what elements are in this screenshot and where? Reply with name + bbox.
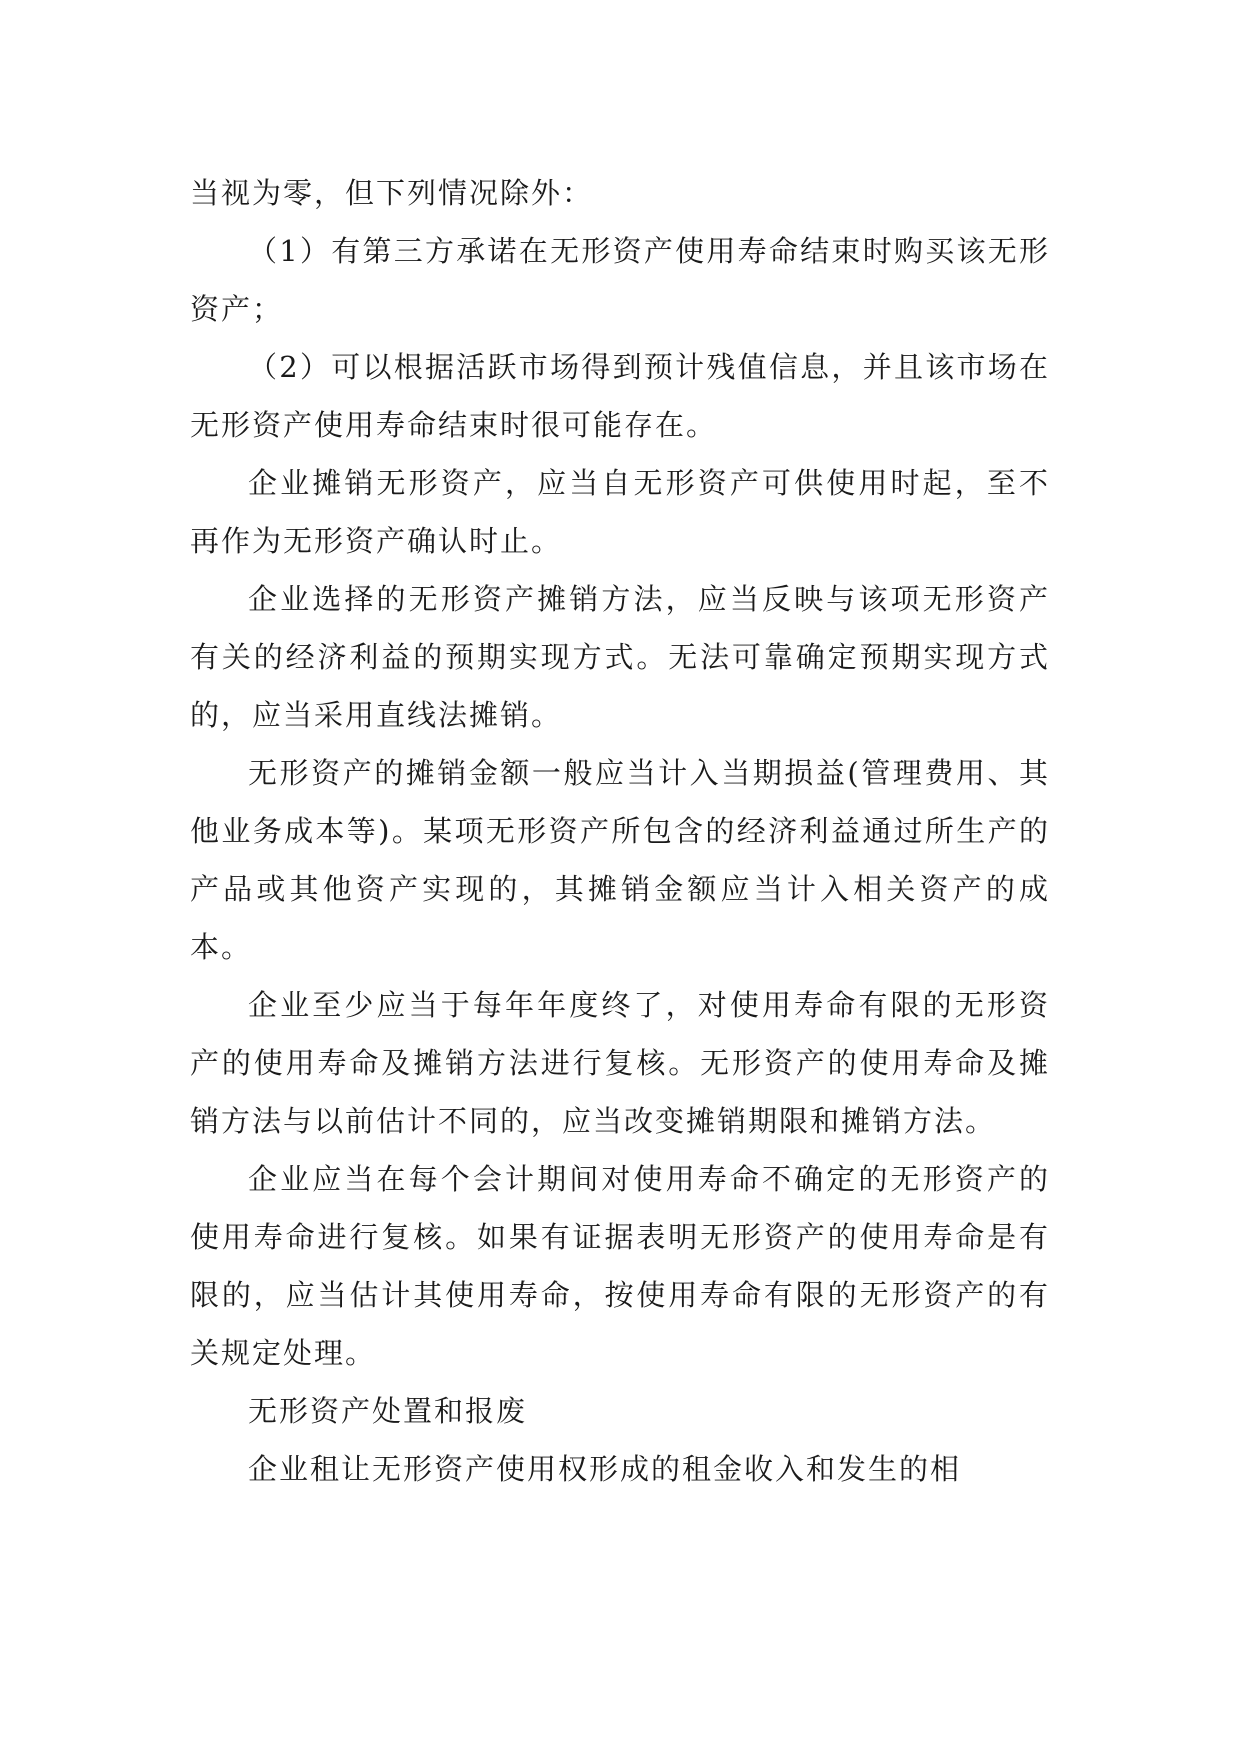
paragraph-7: 企业至少应当于每年年度终了，对使用寿命有限的无形资产的使用寿命及摊销方法进行复核。无形资产的使用寿命及摊销方法与以前估计不同的，应当改变摊销期限和摊销方法。 [190,988,1050,1138]
paragraph-3: （2）可以根据活跃市场得到预计残值信息，并且该市场在无形资产使用寿命结束时很可能存在。 [190,350,1050,442]
paragraph-2: （1）有第三方承诺在无形资产使用寿命结束时购买该无形资产； [190,234,1050,326]
paragraph-6: 无形资产的摊销金额一般应当计入当期损益(管理费用、其他业务成本等)。某项无形资产所包含的经济利益通过所生产的产品或其他资产实现的，其摊销金额应当计入相关资产的成本。 [190,756,1050,964]
paragraph-8: 企业应当在每个会计期间对使用寿命不确定的无形资产的使用寿命进行复核。如果有证据表明无形资产的使用寿命是有限的，应当估计其使用寿命，按使用寿命有限的无形资产的有关规定处理。 [190,1162,1050,1370]
document-body [190,164,1050,1498]
paragraph-1: 当视为零，但下列情况除外： [190,176,594,210]
paragraph-4: 企业摊销无形资产，应当自无形资产可供使用时起，至不再作为无形资产确认时止。 [190,466,1050,558]
paragraph-10: 企业租让无形资产使用权形成的租金收入和发生的相 [248,1452,962,1486]
section-heading: 无形资产处置和报废 [248,1394,528,1428]
paragraph-5: 企业选择的无形资产摊销方法，应当反映与该项无形资产有关的经济利益的预期实现方式。无法可靠确定预期实现方式的，应当采用直线法摊销。 [190,582,1050,732]
